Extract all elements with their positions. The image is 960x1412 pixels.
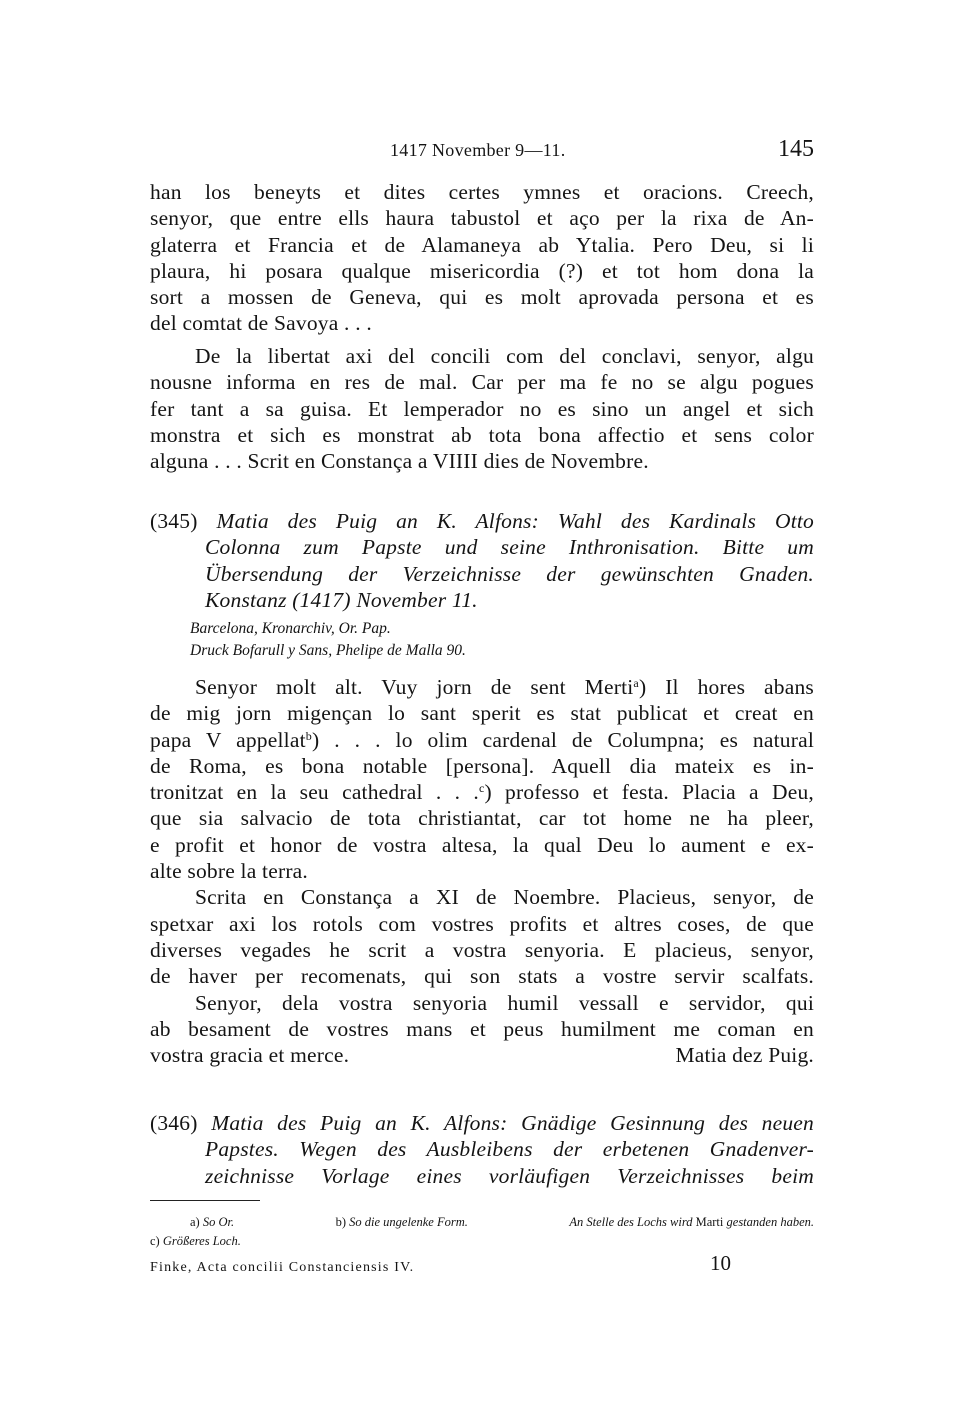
footnote-b-cont [569, 1213, 814, 1232]
text-line: que sia salvacio de tota christiantat, car tot home ne ha pleer, [150, 806, 814, 831]
closing-line [150, 1042, 814, 1068]
footnote-text: Marti [695, 1215, 724, 1229]
text-line: Scrita en Constança a XI de Noembre. Placieus, senyor, de [195, 885, 814, 910]
print-source: Druck Bofarull y Sans, Phelipe de Malla 90. [190, 642, 466, 659]
page-number: 145 [778, 136, 814, 162]
footnote-text: So die ungelenke Form. [349, 1215, 468, 1229]
text-segment: ) Il hores abans [638, 675, 815, 699]
text-line: han los beneyts et dites certes ymnes et oracions. Creech, [150, 180, 814, 204]
text-line: diverses vegades he scrit a vostra senyoria. E placieus, senyor, [150, 937, 814, 962]
footnote-marker-a: a [633, 676, 639, 690]
document-number: (346) [150, 1111, 198, 1135]
text-line: glaterra et Francia et de Alamaneya ab Ytalia. Pero Deu, si li [150, 232, 814, 257]
running-head [150, 136, 814, 164]
footnote-c [150, 1232, 814, 1251]
text-line: de haver per recomenats, qui son stats a vostre servir scalfats. [150, 964, 814, 989]
footnote-b [336, 1213, 468, 1232]
document-345-sources [150, 618, 814, 662]
footnote-a [190, 1213, 234, 1232]
footnote-label: c) [150, 1234, 160, 1248]
heading-line [150, 508, 814, 534]
text-segment: tronitzat en la seu cathedral . . . [150, 780, 479, 805]
footnote-text: gestanden haben. [726, 1215, 814, 1229]
text-line: nousne informa en res de mal. Car per ma fe no se algu pogues [150, 370, 814, 395]
footnote-label: a) [190, 1215, 200, 1229]
text-line [150, 779, 814, 805]
text-line: Senyor, dela vostra senyoria humil vessall e servidor, qui [195, 990, 814, 1015]
footnote-text: Größeres Loch. [162, 1234, 241, 1248]
text-line: De la libertat axi del concili com del conclavi, senyor, algu [195, 344, 814, 368]
document-346-heading [150, 1110, 814, 1189]
footnote-label: b) [335, 1215, 347, 1229]
sheet-imprint: Finke, Acta concilii Constanciensis IV. [150, 1260, 415, 1275]
text-line [150, 674, 814, 700]
archive-source: Barcelona, Kronarchiv, Or. Pap. [190, 620, 391, 637]
heading-line: Papstes. Wegen des Ausbleibens der erbetenen Gnadenver- [205, 1137, 814, 1162]
text-line: de mig jorn migençan lo sant sperit es stat publicat et creat en [150, 701, 814, 726]
paragraph-liberty [150, 343, 814, 474]
text-line: alguna . . . Scrit en Constança a VIIII dies de Novembre. [150, 449, 649, 474]
text-line: senyor, que entre ells haura tabustol et aço per la rixa de An- [150, 206, 814, 231]
text-segment: ) . . . lo olim cardenal de Columpna; es natural [311, 727, 815, 752]
closing-text: vostra gracia et merce. [150, 1043, 350, 1068]
text-line: de Roma, es bona notable [persona]. Aquell dia mateix es in- [150, 753, 814, 778]
footnote-text: So Or. [202, 1215, 235, 1229]
text-line: del comtat de Savoya . . . [150, 311, 372, 336]
footnote-marker-b: b [305, 728, 312, 743]
heading-line [150, 1110, 814, 1136]
document-page [150, 0, 814, 1412]
running-title: 1417 November 9—11. [390, 140, 566, 160]
paragraph-continuation [150, 179, 814, 337]
text-line: spetxar axi los rotols com vostres profits et altres coses, de que [150, 911, 814, 936]
text-line: fer tant a sa guisa. Et lemperador no es sino un angel et sich [150, 396, 814, 421]
text-segment: Senyor molt alt. Vuy jorn de sent Merti [195, 675, 634, 699]
footnote-text: An Stelle des Lochs wird [569, 1215, 693, 1229]
heading-line: Übersendung der Verzeichnisse der gewünschten Gnaden. [205, 561, 814, 586]
document-345-letter [150, 674, 814, 1068]
heading-text: Matia des Puig an K. Alfons: Wahl des Kardinals Otto [216, 509, 814, 533]
heading-line: Konstanz (1417) November 11. [205, 587, 478, 612]
document-345-heading [150, 508, 814, 613]
heading-line: zeichnisse Vorlage eines vorläufigen Verzeichnisses beim [205, 1163, 814, 1188]
footnote-line [150, 1213, 814, 1232]
text-segment: ) professo et festa. Placia a Deu, [484, 780, 814, 805]
document-number: (345) [150, 509, 198, 533]
text-line: plaura, hi posara qualque misericordia (?) et tot hom dona la [150, 258, 814, 283]
text-line: alte sobre la terra. [150, 859, 308, 884]
text-line [150, 727, 814, 753]
footnote-divider [150, 1200, 260, 1201]
sheet-number: 10 [710, 1251, 731, 1275]
text-line: ab besament de vostres mans et peus humilment me coman en [150, 1016, 814, 1041]
heading-line: Colonna zum Papste und seine Inthronisation. Bitte um [205, 535, 814, 560]
text-line: sort a mossen de Geneva, qui es molt aprovada persona et es [150, 285, 814, 310]
text-line: monstra et sich es monstrat ab tota bona affectio et sens color [150, 422, 814, 447]
footnote-marker-c: c [478, 781, 485, 796]
text-segment: papa V appellat [150, 727, 306, 752]
signature: Matia dez Puig. [675, 1043, 814, 1068]
footnotes [150, 1213, 814, 1251]
text-line: e profit et honor de vostra altesa, la qual Deu lo aument e ex- [150, 832, 814, 857]
heading-text: Matia des Puig an K. Alfons: Gnädige Gesinnung des neuen [211, 1111, 814, 1135]
